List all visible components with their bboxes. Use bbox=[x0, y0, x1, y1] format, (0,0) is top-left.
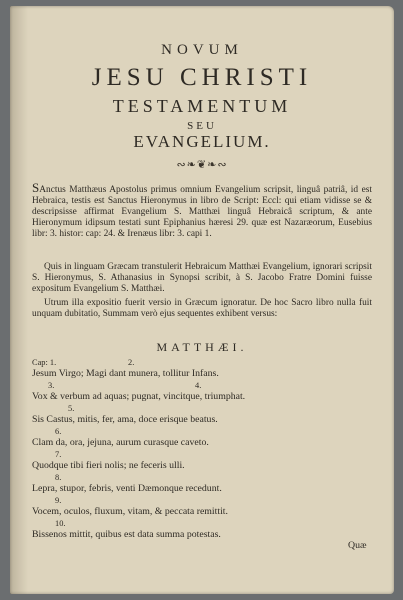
verse-number: 3. bbox=[48, 381, 55, 390]
verse-number: 10. bbox=[55, 519, 66, 528]
title-testamentum: TESTAMENTUM bbox=[112, 96, 292, 116]
verse-number: 5. bbox=[68, 404, 75, 413]
paragraph-1 bbox=[32, 182, 372, 240]
verse-line: Vocem, oculos, fluxum, vitam, & peccata remittit. bbox=[32, 506, 228, 517]
paragraph-2 bbox=[32, 262, 372, 295]
paragraph-1-text: Anctus Matthæus Apostolus primus omnium Evangelium scripsit, linguâ patriâ, id est Hebraica, testis est Sanctus Hieronymus in libro de Script: Eccl: qui etiam vidisse se & descripsisse affirmat Evangelium S. Matthæi linguâ Hebraicâ scriptum, & ante Hieronymum idipsum testati sunt Epiphanius hæresi 29. quæ est Nazaræorum, Eusebius libr: 3. histor: cap: 24. & Irenæus libr: 3. capi 1. bbox=[32, 185, 372, 240]
title-evangelium: EVANGELIUM. bbox=[133, 132, 271, 151]
verse-number: 9. bbox=[55, 496, 62, 505]
verse-number: 8. bbox=[55, 473, 62, 482]
verse-line: Clam da, ora, jejuna, aurum curasque caveto. bbox=[32, 437, 209, 448]
verse-line: Vox & verbum ad aquas; pugnat, vincitque, triumphat. bbox=[32, 391, 246, 402]
drop-cap: S bbox=[32, 180, 40, 195]
title-jesu-christi: JESU CHRISTI bbox=[91, 64, 313, 91]
verse-line: Bissenos mittit, quibus est data summa potestas. bbox=[32, 529, 221, 540]
verse-line: Sis Castus, mitis, fer, ama, doce erisque beatus. bbox=[32, 414, 218, 425]
ornament-divider: ∾❧❦❧∾ bbox=[176, 159, 228, 171]
verse-line: Quodque tibi fieri nolis; ne feceris ulli. bbox=[32, 460, 185, 471]
paragraph-2-text: Quis in linguam Græcam transtulerit Hebraicum Matthæi Evangelium, ignorari scripsit S. Hieronymus, S. Athanasius in Synopsi scribit, à S. Jacobo Fratre Domini fuisse expositum Evangelium S. Matthæi. bbox=[32, 262, 372, 295]
verse-number: 4. bbox=[195, 381, 202, 390]
verse-number: 6. bbox=[55, 427, 62, 436]
title-novum: NOVUM bbox=[161, 42, 243, 58]
catchword: Quæ bbox=[348, 540, 367, 551]
verse-number: Cap: 1. bbox=[32, 358, 57, 367]
book-page bbox=[10, 6, 394, 594]
title-seu: SEU bbox=[187, 120, 217, 132]
paragraph-3-text: Utrum illa expositio fuerit versio in Græcum ignoratur. De hoc Sacro libro nulla fuit unquam dubitatio, Summam verò ejus sequentes exhibent versus: bbox=[32, 298, 372, 320]
verse-line: Lepra, stupor, febris, venti Dæmonque recedunt. bbox=[32, 483, 222, 494]
verse-line: Jesum Virgo; Magi dant munera, tollitur Infans. bbox=[32, 368, 219, 379]
verse-number: 7. bbox=[55, 450, 62, 459]
verse-number: 2. bbox=[128, 358, 135, 367]
paragraph-3 bbox=[32, 298, 372, 320]
section-heading: MATTHÆI. bbox=[156, 340, 248, 354]
